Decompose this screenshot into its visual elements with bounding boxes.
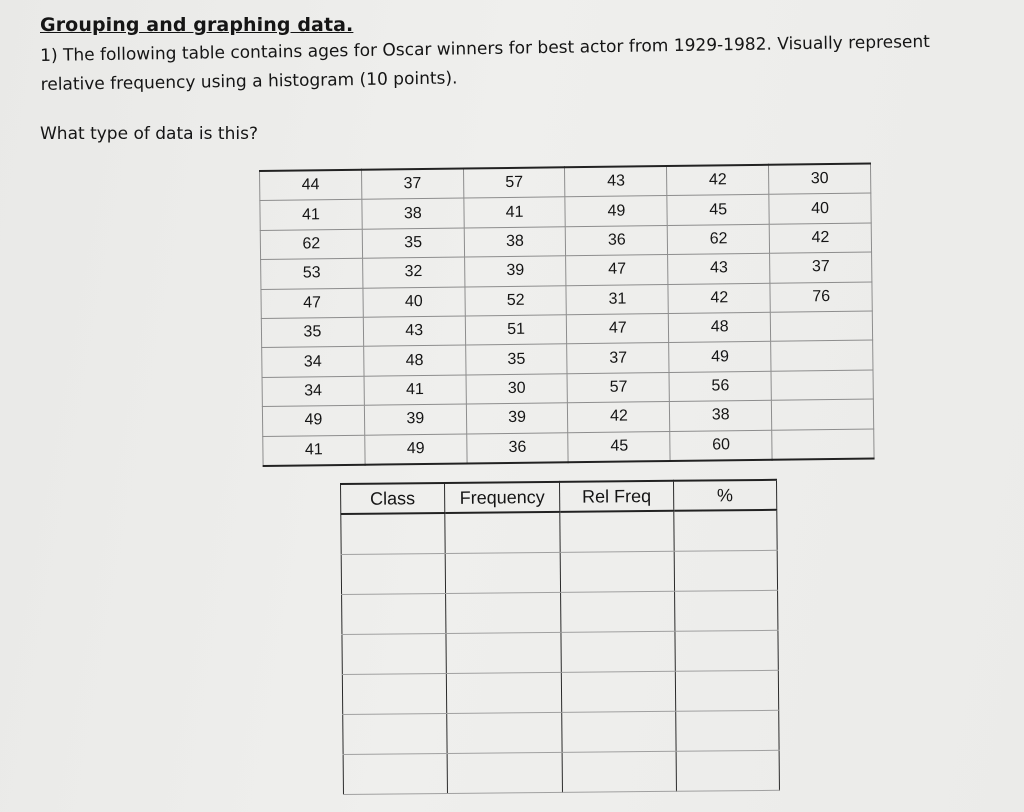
class-cell[interactable] — [343, 753, 447, 794]
class-cell[interactable] — [342, 673, 446, 714]
frequency-cell[interactable] — [445, 512, 561, 554]
age-cell: 48 — [669, 312, 771, 343]
age-cell: 39 — [466, 403, 568, 434]
percent-cell[interactable] — [674, 550, 778, 591]
age-cell — [771, 370, 873, 401]
ages-table-row — [263, 429, 874, 466]
age-cell: 62 — [668, 224, 770, 255]
age-cell: 49 — [565, 196, 667, 227]
class-cell[interactable] — [342, 593, 446, 634]
age-cell: 35 — [362, 228, 464, 259]
age-cell: 49 — [262, 405, 364, 436]
age-cell: 47 — [261, 288, 363, 319]
rel-freq-cell[interactable] — [561, 631, 675, 672]
age-cell: 56 — [669, 371, 771, 402]
question-1 — [40, 27, 1001, 100]
age-cell: 38 — [670, 400, 772, 431]
age-cell: 44 — [260, 170, 362, 201]
age-cell: 49 — [669, 342, 771, 373]
percent-cell[interactable] — [675, 630, 779, 671]
age-cell: 41 — [464, 197, 566, 228]
frequency-table-row — [341, 510, 777, 555]
frequency-column-header: Frequency — [444, 482, 560, 513]
age-cell: 43 — [363, 316, 465, 347]
frequency-table-row — [342, 670, 778, 714]
age-cell: 48 — [363, 345, 465, 376]
age-cell — [771, 340, 873, 371]
class-column-header: Class — [341, 483, 445, 514]
age-cell: 37 — [567, 343, 669, 374]
worksheet-title: Grouping and graphing data. — [40, 14, 354, 36]
age-cell: 62 — [260, 229, 362, 260]
frequency-table-header-row — [341, 480, 777, 514]
age-cell: 36 — [466, 432, 568, 463]
age-cell: 49 — [365, 434, 467, 465]
frequency-cell[interactable] — [447, 752, 563, 793]
age-cell: 30 — [769, 164, 871, 195]
age-cell: 57 — [463, 167, 565, 198]
frequency-table-row — [343, 710, 779, 754]
rel-freq-cell[interactable] — [562, 711, 676, 752]
age-cell: 31 — [566, 284, 668, 315]
rel-freq-cell[interactable] — [560, 551, 674, 592]
rel-freq-cell[interactable] — [561, 591, 675, 632]
age-cell: 42 — [769, 223, 871, 254]
age-cell: 34 — [262, 347, 364, 378]
age-cell: 51 — [465, 315, 567, 346]
frequency-table-row — [343, 750, 779, 794]
ages-data-table — [259, 163, 875, 467]
age-cell — [771, 399, 873, 430]
age-cell: 52 — [465, 285, 567, 316]
age-cell: 41 — [263, 435, 365, 466]
age-cell: 40 — [363, 287, 465, 318]
class-cell[interactable] — [341, 513, 445, 554]
age-cell — [772, 429, 874, 460]
age-cell: 39 — [364, 404, 466, 435]
frequency-table — [340, 479, 780, 795]
rel-freq-cell[interactable] — [562, 671, 676, 712]
age-cell: 32 — [362, 257, 464, 288]
age-cell: 42 — [568, 402, 670, 433]
age-cell: 43 — [668, 253, 770, 284]
age-cell: 30 — [466, 373, 568, 404]
age-cell: 35 — [261, 317, 363, 348]
age-cell: 37 — [361, 169, 463, 200]
question-line-1: 1) The following table contains ages for Oscar winners for best actor from 1929-1982. Visually represent — [40, 32, 931, 66]
class-cell[interactable] — [343, 713, 447, 754]
frequency-cell[interactable] — [446, 632, 562, 673]
question-line-2: relative frequency using a histogram (10 points). — [40, 68, 458, 95]
frequency-table-row — [342, 590, 778, 634]
frequency-cell[interactable] — [445, 592, 561, 633]
age-cell: 57 — [567, 372, 669, 403]
age-cell: 38 — [362, 198, 464, 229]
age-cell: 42 — [667, 165, 769, 196]
percent-cell[interactable] — [676, 750, 780, 791]
age-cell: 76 — [770, 282, 872, 313]
age-cell: 47 — [567, 313, 669, 344]
age-cell: 45 — [568, 431, 670, 462]
frequency-cell[interactable] — [447, 712, 563, 753]
frequency-table-row — [342, 630, 778, 674]
percent-cell[interactable] — [675, 710, 779, 751]
age-cell: 38 — [464, 227, 566, 258]
age-cell: 34 — [262, 376, 364, 407]
age-cell: 42 — [668, 283, 770, 314]
percent-cell[interactable] — [675, 670, 779, 711]
percent-cell[interactable] — [674, 590, 778, 631]
age-cell: 40 — [769, 193, 871, 224]
age-cell — [770, 311, 872, 342]
frequency-table-row — [341, 550, 777, 594]
frequency-cell[interactable] — [446, 672, 562, 713]
class-cell[interactable] — [342, 633, 446, 674]
rel-freq-cell[interactable] — [562, 751, 676, 792]
age-cell: 37 — [770, 252, 872, 283]
age-cell: 60 — [670, 430, 772, 461]
age-cell: 53 — [261, 258, 363, 289]
frequency-cell[interactable] — [445, 552, 561, 593]
percent-column-header: % — [673, 480, 777, 511]
age-cell: 41 — [260, 200, 362, 231]
age-cell: 45 — [667, 195, 769, 226]
rel-freq-cell[interactable] — [560, 511, 674, 553]
age-cell: 36 — [566, 225, 668, 256]
age-cell: 47 — [566, 255, 668, 286]
rel-freq-column-header: Rel Freq — [560, 481, 674, 512]
age-cell: 39 — [464, 256, 566, 287]
age-cell: 41 — [364, 375, 466, 406]
age-cell: 43 — [565, 166, 667, 197]
data-type-question: What type of data is this? — [40, 124, 258, 144]
percent-cell[interactable] — [673, 510, 777, 551]
class-cell[interactable] — [341, 553, 445, 594]
age-cell: 35 — [465, 344, 567, 375]
